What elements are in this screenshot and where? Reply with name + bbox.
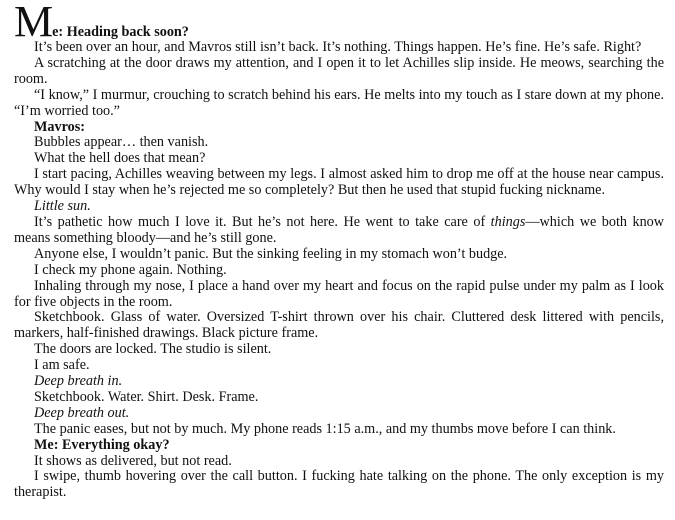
paragraph: Anyone else, I wouldn’t panic. But the sinking feeling in my stomach won’t budge. [34, 245, 508, 262]
paragraph: It shows as delivered, but not read. [34, 452, 232, 469]
chapter-opening-line [14, 0, 664, 46]
paragraph: I start pacing, Achilles weaving between my legs. I almost asked him to drop me off at the house near campus. Why would I stay when he’s rejected me so completely? But then he used that stupid fucking nickname. [14, 166, 664, 199]
paragraph: Sketchbook. Glass of water. Oversized T-shirt thrown over his chair. Cluttered desk littered with pencils, markers, half-finished drawings. Black picture frame. [14, 309, 664, 342]
paragraph: Sketchbook. Water. Shirt. Desk. Frame. [34, 388, 259, 405]
paragraph: I check my phone again. Nothing. [34, 261, 227, 278]
paragraph: I swipe, thumb hovering over the call button. I fucking hate talking on the phone. The only exception is my therapist. [14, 468, 664, 501]
paragraph: What the hell does that mean? [34, 150, 206, 167]
paragraph: “I know,” I murmur, crouching to scratch behind his ears. He melts into my touch as I stare down at my phone. “I’m worried too.” [14, 86, 664, 119]
drop-cap: M [14, 0, 53, 46]
paragraph [14, 215, 664, 247]
paragraph: It’s been over an hour, and Mavros still isn’t back. It’s nothing. Things happen. He’s fine. He’s safe. Right? [34, 39, 642, 55]
paragraph: I am safe. [34, 357, 90, 374]
italic-thought: Deep breath in. [34, 373, 123, 390]
italic-word: things [490, 213, 526, 230]
paragraph: A scratching at the door draws my attention, and I open it to let Achilles slip inside. He meows, searching the room. [14, 54, 664, 87]
message-sender-label: Mavros: [34, 118, 85, 135]
italic-thought: Little sun. [34, 198, 91, 215]
paragraph: The doors are locked. The studio is silent. [34, 341, 272, 358]
text-segment: It’s pathetic how much I love it. But he’s not here. He went to take care of [34, 213, 491, 230]
text-segment: —which we both know means something bloody—and he’s still gone. [14, 213, 665, 246]
paragraph: Inhaling through my nose, I place a hand over my heart and focus on the rapid pulse under my palm as I look for five objects in the room. [14, 277, 664, 310]
text-message-heading: e: Heading back soon? [52, 24, 189, 40]
paragraph: Bubbles appear… then vanish. [34, 134, 209, 151]
paragraph: The panic eases, but not by much. My phone reads 1:15 a.m., and my thumbs move before I can think. [34, 420, 616, 437]
text-message-heading: Me: Everything okay? [34, 436, 170, 453]
italic-thought: Deep breath out. [34, 404, 130, 421]
